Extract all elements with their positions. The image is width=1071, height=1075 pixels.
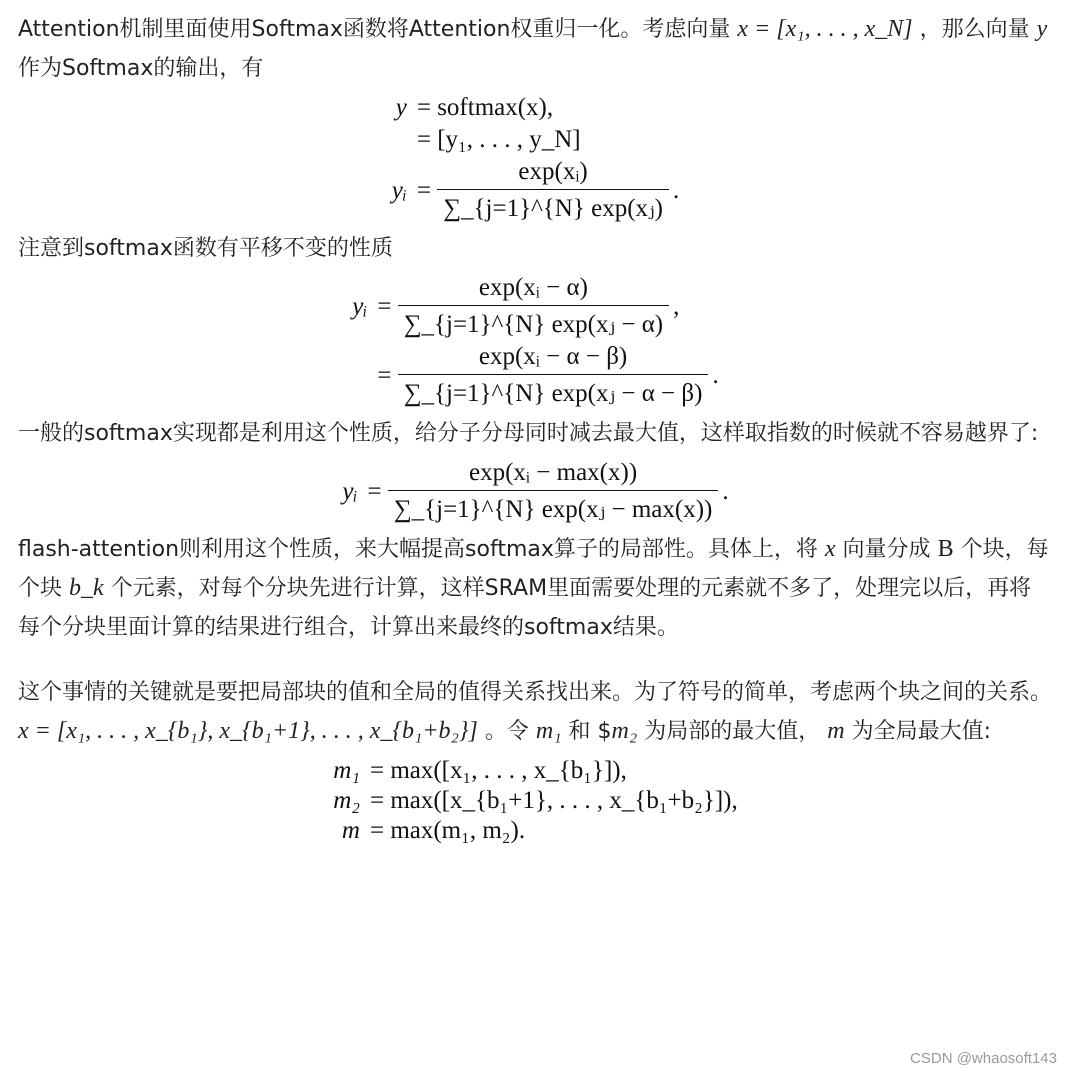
math-B: B (937, 536, 954, 562)
fraction (398, 343, 709, 408)
eq-lhs: yᵢ (352, 292, 368, 320)
paragraph-block-relation: 这个事情的关键就是要把局部块的值和全局的值得关系找出来。为了符号的简单，考虑两个块之间的关系。 x = [x₁, . . . , x_{b₁}, x_{b₁+1}, . . . , x_{b₁+b₂}] 。令 m₁ 和 $m₂ 为局部的最大值， m 为全局最大值: (18, 680, 1053, 744)
numerator: exp(xᵢ) (518, 158, 588, 185)
paragraph-flash-attention: flash-attention则利用这个性质，来大幅提高softmax算子的局部性。具体上，将 x 向量分成 B 个块，每个块 b_k 个元素，对每个分块先进行计算，这样SRAM里面需要处理的元素就不多了，处理完以后，再将每个分块里面计算的结果进行组合，计算出来最终的softmax结果。 (18, 536, 1049, 640)
paragraph-softmax-intro: Attention机制里面使用Softmax函数将Attention权重归一化。考虑向量 x = [x₁, . . . , x_N] ，那么向量 y 作为Softmax的输出，有 (18, 16, 1048, 81)
eq-rhs: = softmax(x), (416, 94, 554, 121)
fraction (388, 459, 719, 524)
eq-rhs: = max(m₁, m₂). (369, 817, 526, 844)
numerator: exp(xᵢ − α − β) (478, 343, 628, 370)
eq-rhs: = $\frac{\text{exp(xᵢ − α)}}{\text{∑\_\{j=1\}\textasciicircum{}\{N\} exp(xⱼ − α)}}$ , (377, 274, 680, 338)
numerator: exp(xᵢ − max(x)) (469, 459, 638, 486)
eq-rhs: = max([x_{b₁+1}, . . . , x_{b₁+b₂}]), (369, 787, 738, 814)
eq-lhs: m₁ (333, 757, 360, 784)
paragraph-max-subtraction: 一般的softmax实现都是利用这个性质，给分子分母同时减去最大值，这样取指数的时候就不容易越界了: (18, 421, 1039, 446)
math-x: x (824, 536, 836, 562)
eq-lhs: m₂ (333, 787, 360, 814)
math-vector-x: x = [x₁, . . . , x_N] (737, 16, 913, 42)
eq-lhs: yᵢ (342, 477, 358, 505)
eq-lhs: yᵢ (391, 176, 407, 204)
paragraph-shift-invariance: 注意到softmax函数有平移不变的性质 (18, 236, 393, 261)
eq-rhs: = $\frac{\text{exp(xᵢ)}}{\text{∑\_\{j=1\}\textasciicircum{}\{N\} exp(xⱼ)}}$ . (416, 158, 680, 222)
math-x-blocks: x = [x₁, . . . , x_{b₁}, x_{b₁+1}, . . . , x_{b₁+b₂}] (18, 718, 478, 744)
math-bk: b_k (69, 575, 104, 601)
fraction (398, 274, 669, 339)
eq-lhs: m (341, 817, 360, 844)
equation-stable-softmax (18, 459, 1053, 524)
denominator: ∑_{j=1}^{N} exp(xⱼ) (437, 189, 669, 223)
eq-rhs: = $\frac{\text{exp(xᵢ − α − β)}}{\text{∑\_\{j=1\}\textasciicircum{}\{N\} exp(xⱼ − α − β)}}$ . (377, 343, 719, 407)
eq-rhs: = [y₁, . . . , y_N] (416, 126, 581, 153)
denominator: ∑_{j=1}^{N} exp(xⱼ − α − β) (398, 374, 709, 408)
math-m: m (827, 718, 845, 744)
eq-rhs: = $\frac{\text{exp(xᵢ − max(x))}}{\text{∑\_\{j=1\}\textasciicircum{}\{N\} exp(xⱼ − max(x))}}$ . (367, 459, 729, 523)
math-m2: m₂ (611, 718, 638, 744)
csdn-watermark: CSDN @whaosoft143 (910, 1050, 1057, 1067)
eq-lhs: y (395, 94, 407, 121)
equation-block-max (18, 757, 1053, 845)
math-y: y (1036, 16, 1048, 42)
denominator: ∑_{j=1}^{N} exp(xⱼ − α) (398, 305, 669, 339)
math-m1: m₁ (535, 718, 562, 744)
fraction (437, 158, 669, 223)
equation-shift-invariance (18, 274, 1053, 408)
equation-softmax-definition (18, 94, 1053, 223)
denominator: ∑_{j=1}^{N} exp(xⱼ − max(x)) (388, 490, 719, 524)
eq-rhs: = max([x₁, . . . , x_{b₁}]), (369, 757, 627, 784)
numerator: exp(xᵢ − α) (478, 274, 588, 301)
